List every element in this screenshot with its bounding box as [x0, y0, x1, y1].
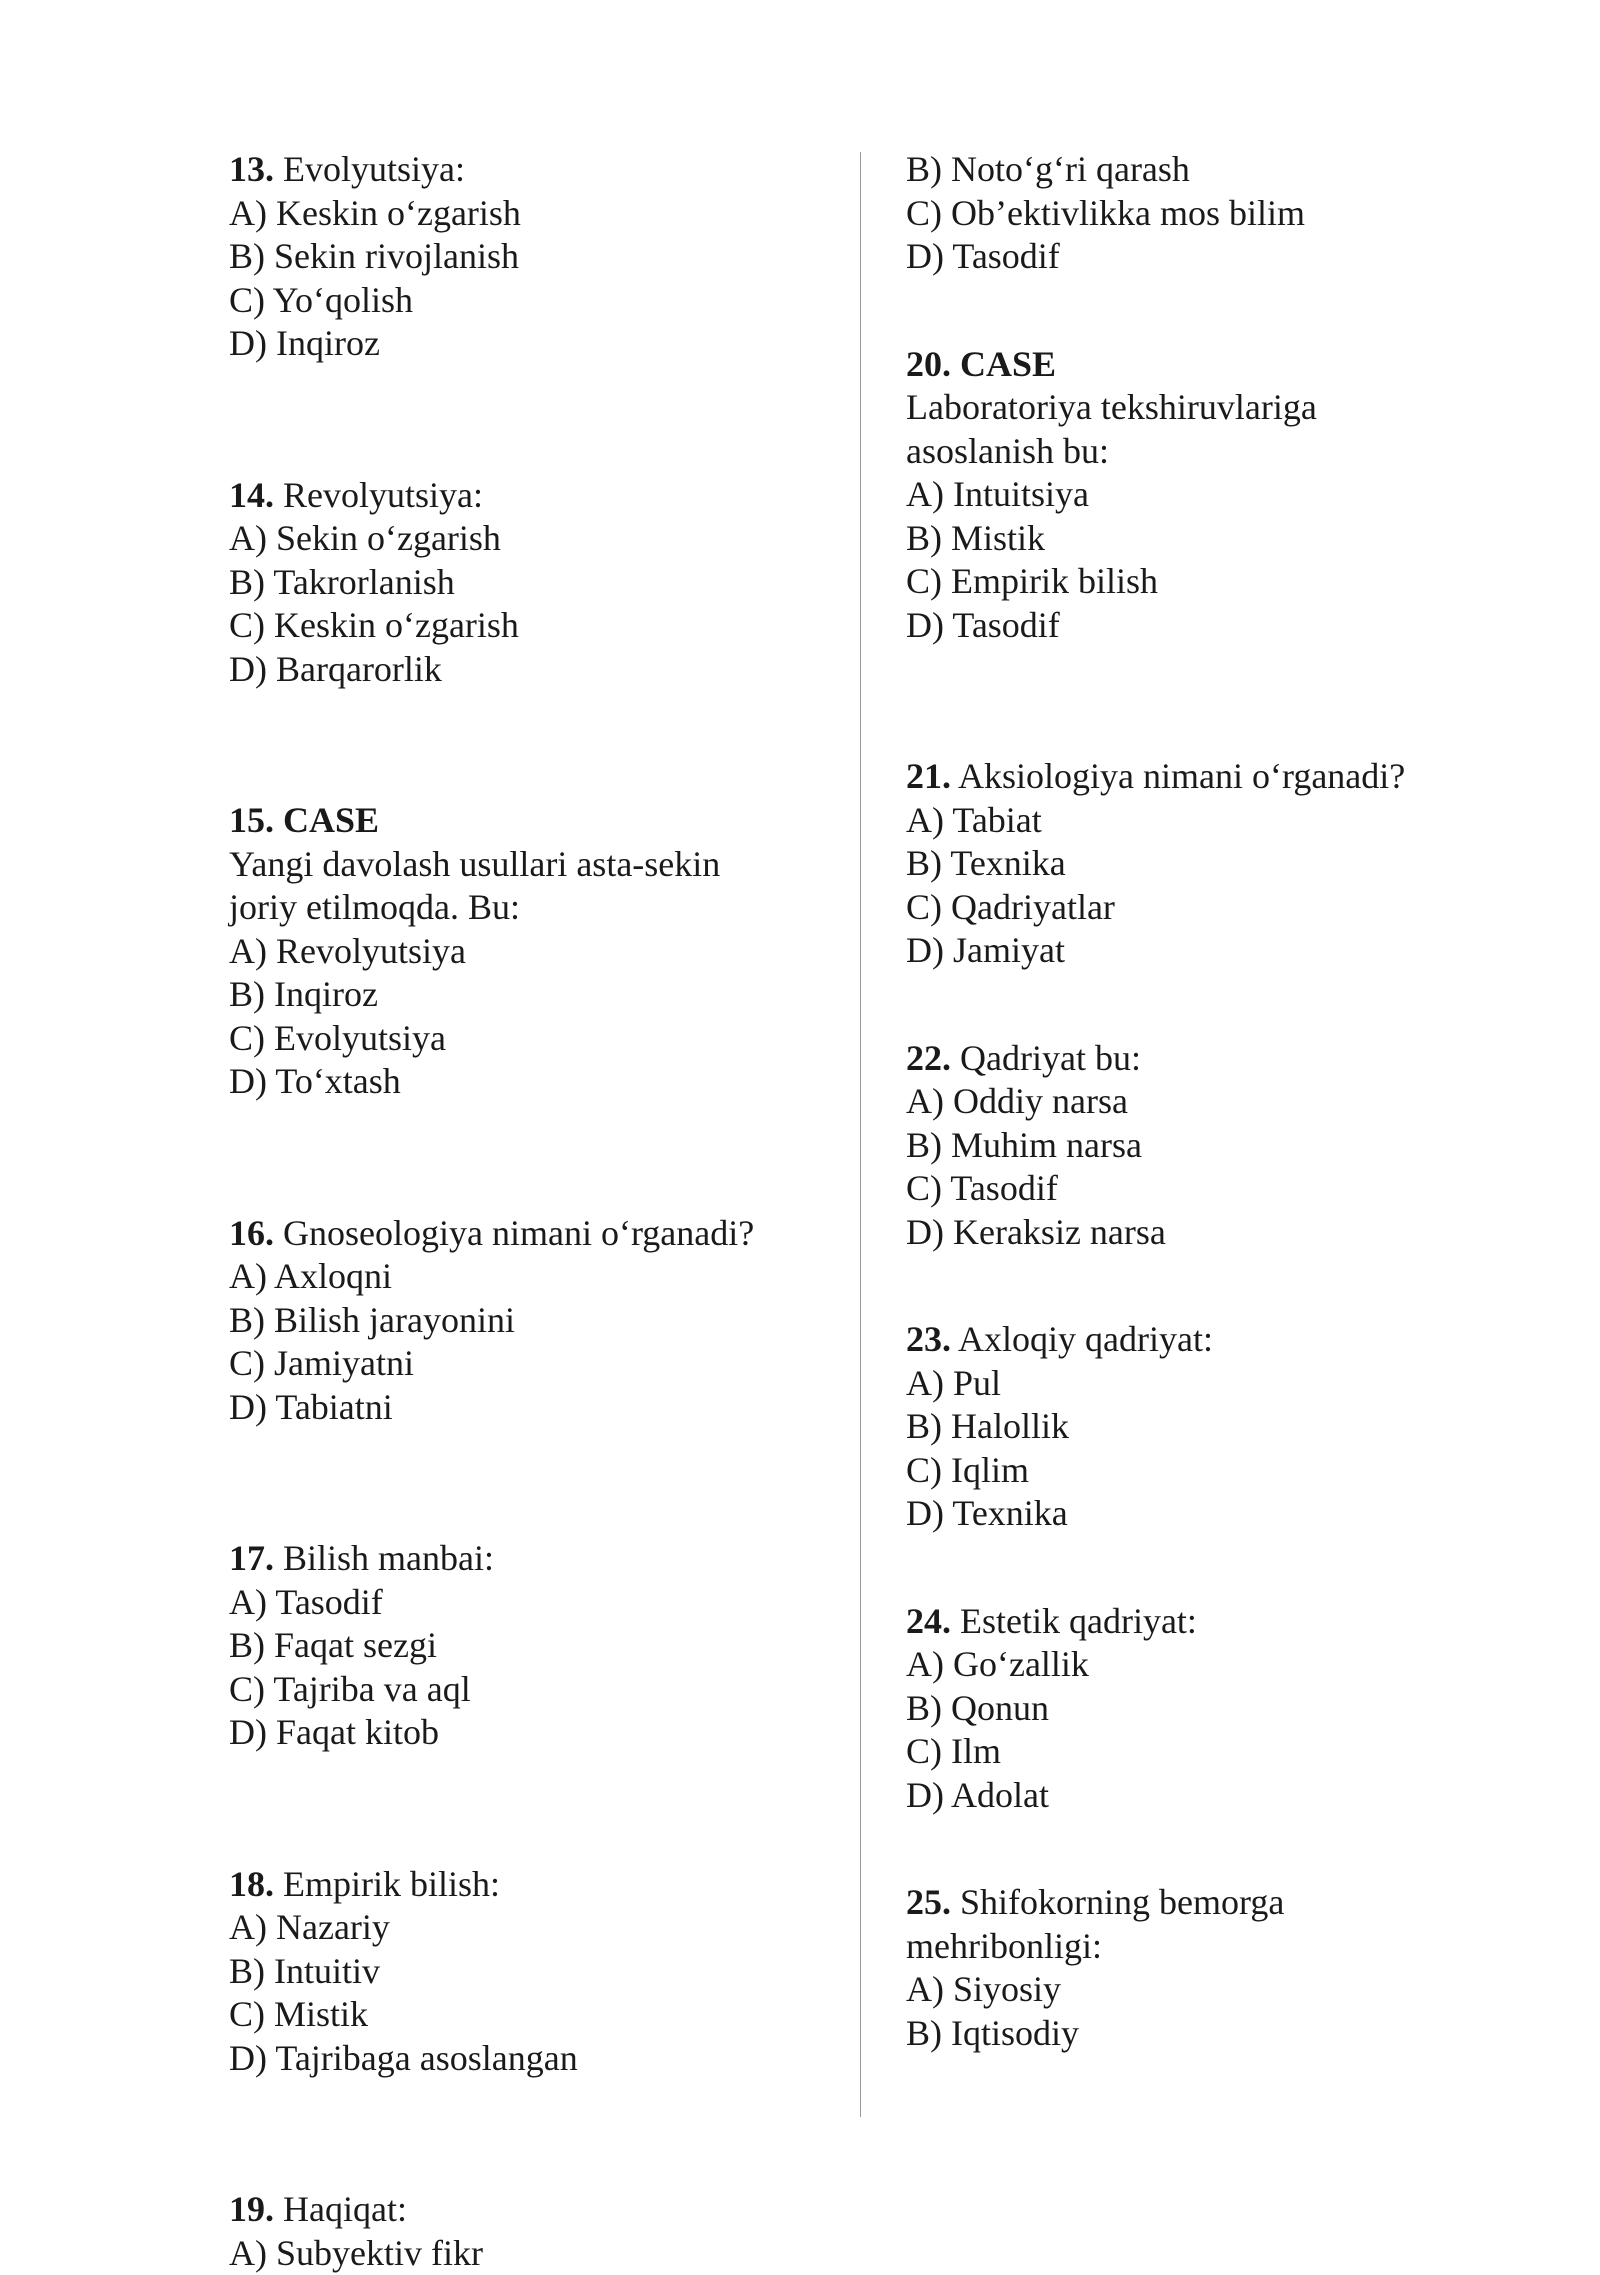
question-22 [906, 1037, 1526, 1255]
answer-option-b: B) Muhim narsa [906, 1124, 1526, 1168]
answer-option-c: C) Jamiyatni [229, 1342, 829, 1386]
case-text-line: Yangi davolash usullari asta-sekin [229, 843, 829, 887]
answer-option-d: D) Keraksiz narsa [906, 1211, 1526, 1255]
question-number: 19. [229, 2189, 274, 2229]
answer-option-a: A) Siyosiy [906, 1968, 1526, 2012]
question-text: Revolyutsiya: [274, 475, 483, 515]
answer-option-d: D) Tasodif [906, 235, 1526, 279]
question-text: Evolyutsiya: [274, 149, 465, 189]
answer-option-d: D) Tajribaga asoslangan [229, 2037, 829, 2081]
answer-option-a: A) Tabiat [906, 799, 1526, 843]
answer-option-a: A) Axloqni [229, 1255, 829, 1299]
question-number: 21. [906, 756, 951, 796]
answer-option-b: B) Noto‘g‘ri qarash [906, 148, 1526, 192]
answer-option-c: C) Tajriba va aql [229, 1668, 829, 1712]
answer-option-d: D) Texnika [906, 1492, 1526, 1536]
question-number: 15. CASE [229, 800, 379, 840]
question-number: 17. [229, 1538, 274, 1578]
answer-option-b: B) Inqiroz [229, 973, 829, 1017]
answer-option-c: C) Keskin o‘zgarish [229, 604, 829, 648]
answer-option-a: A) Intuitsiya [906, 473, 1526, 517]
answer-option-b: B) Mistik [906, 517, 1526, 561]
question-number: 14. [229, 475, 274, 515]
question-20 [906, 343, 1526, 648]
answer-option-b: B) Qonun [906, 1687, 1526, 1731]
question-title [229, 2188, 829, 2232]
answer-option-c: C) Yo‘qolish [229, 279, 829, 323]
case-text-line: Laboratoriya tekshiruvlariga [906, 386, 1526, 430]
answer-option-c: C) Empirik bilish [906, 560, 1526, 604]
answer-option-b: B) Sekin rivojlanish [229, 235, 829, 279]
case-text-line: asoslanish bu: [906, 430, 1526, 474]
question-23 [906, 1318, 1526, 1536]
answer-option-d: D) Inqiroz [229, 322, 829, 366]
answer-option-a: A) Subyektiv fikr [229, 2232, 829, 2275]
question-text: Qadriyat bu: [951, 1038, 1141, 1078]
answer-option-a: A) Sekin o‘zgarish [229, 517, 829, 561]
answer-option-a: A) Pul [906, 1362, 1526, 1406]
answer-option-b: B) Texnika [906, 842, 1526, 886]
question-title [906, 1037, 1526, 1081]
question-title [229, 1863, 829, 1907]
question-title [229, 148, 829, 192]
answer-option-a: A) Go‘zallik [906, 1643, 1526, 1687]
question-16 [229, 1212, 829, 1430]
question-text: Shifokorning bemorga [951, 1882, 1284, 1922]
question-number: 16. [229, 1213, 274, 1253]
question-number: 25. [906, 1882, 951, 1922]
question-18 [229, 1863, 829, 2081]
question-19-continued [906, 148, 1526, 279]
question-title [229, 1537, 829, 1581]
question-title [906, 1881, 1526, 1925]
column-divider [860, 152, 861, 2117]
question-number: 13. [229, 149, 274, 189]
answer-option-d: D) Jamiyat [906, 929, 1526, 973]
answer-option-b: B) Takrorlanish [229, 561, 829, 605]
answer-option-b: B) Faqat sezgi [229, 1624, 829, 1668]
question-number: 18. [229, 1864, 274, 1904]
answer-option-c: C) Evolyutsiya [229, 1017, 829, 1061]
answer-option-c: C) Mistik [229, 1993, 829, 2037]
question-14 [229, 474, 829, 692]
answer-option-b: B) Iqtisodiy [906, 2012, 1526, 2056]
question-title [229, 799, 829, 843]
answer-option-b: B) Bilish jarayonini [229, 1299, 829, 1343]
answer-option-d: D) Barqarorlik [229, 648, 829, 692]
question-17 [229, 1537, 829, 1755]
question-title [229, 474, 829, 518]
answer-option-b: B) Intuitiv [229, 1950, 829, 1994]
question-text: Gnoseologiya nimani o‘rganadi? [274, 1213, 754, 1253]
question-title [229, 1212, 829, 1256]
answer-option-c: C) Iqlim [906, 1449, 1526, 1493]
answer-option-a: A) Keskin o‘zgarish [229, 192, 829, 236]
answer-option-c: C) Ob’ektivlikka mos bilim [906, 192, 1526, 236]
question-number: 20. CASE [906, 344, 1056, 384]
answer-option-d: D) Tabiatni [229, 1386, 829, 1430]
answer-option-d: D) Faqat kitob [229, 1711, 829, 1755]
left-column [229, 148, 829, 2275]
question-24 [906, 1600, 1526, 1818]
question-number: 23. [906, 1319, 951, 1359]
answer-option-c: C) Ilm [906, 1730, 1526, 1774]
answer-option-a: A) Oddiy narsa [906, 1080, 1526, 1124]
question-text-line: mehribonligi: [906, 1925, 1526, 1969]
question-number: 24. [906, 1601, 951, 1641]
question-text: Empirik bilish: [274, 1864, 500, 1904]
question-title [906, 1600, 1526, 1644]
answer-option-c: C) Qadriyatlar [906, 886, 1526, 930]
answer-option-d: D) Tasodif [906, 604, 1526, 648]
question-text: Axloqiy qadriyat: [951, 1319, 1213, 1359]
right-column [906, 148, 1526, 2055]
answer-option-d: D) To‘xtash [229, 1060, 829, 1104]
question-title [906, 755, 1526, 799]
question-15 [229, 799, 829, 1104]
question-title [906, 343, 1526, 387]
question-title [906, 1318, 1526, 1362]
question-text: Estetik qadriyat: [951, 1601, 1197, 1641]
question-21 [906, 755, 1526, 973]
answer-option-c: C) Tasodif [906, 1167, 1526, 1211]
question-text: Aksiologiya nimani o‘rganadi? [951, 756, 1405, 796]
answer-option-a: A) Revolyutsiya [229, 930, 829, 974]
answer-option-a: A) Tasodif [229, 1581, 829, 1625]
question-25 [906, 1881, 1526, 2055]
case-text-line: joriy etilmoqda. Bu: [229, 886, 829, 930]
answer-option-d: D) Adolat [906, 1774, 1526, 1818]
question-text: Bilish manbai: [274, 1538, 494, 1578]
question-number: 22. [906, 1038, 951, 1078]
answer-option-a: A) Nazariy [229, 1906, 829, 1950]
answer-option-b: B) Halollik [906, 1405, 1526, 1449]
question-text: Haqiqat: [274, 2189, 407, 2229]
question-13 [229, 148, 829, 366]
